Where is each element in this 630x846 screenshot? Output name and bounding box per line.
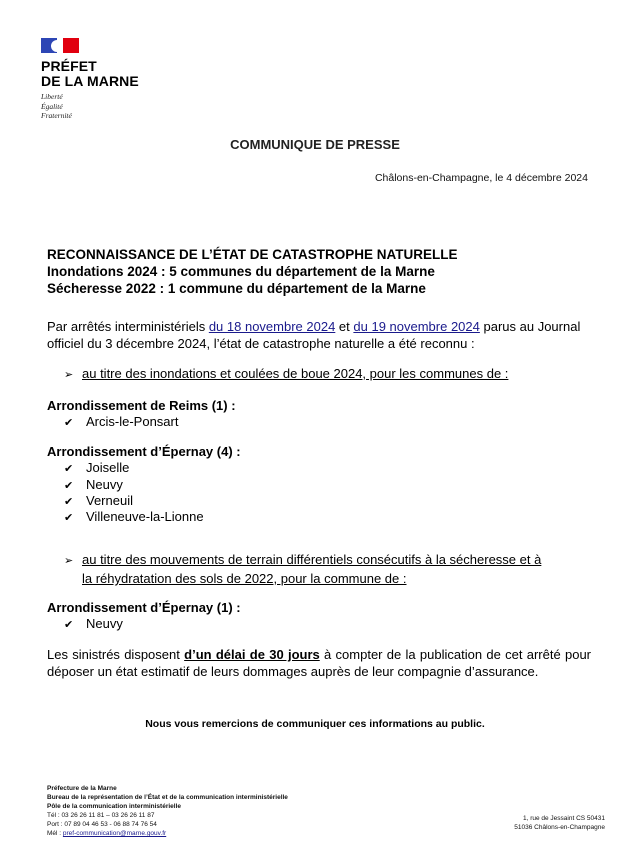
- closing-suffix: à compter de la publication de cet arrêté pour déposer un état estimatif de leurs dommages auprès de leur compagnie d’assurance.: [47, 647, 591, 679]
- prefecture-logo-title: [41, 59, 139, 89]
- intro-paragraph: [47, 318, 592, 352]
- section-drought-text-line2: la réhydratation des sols de 2022, pour la commune de :: [82, 571, 407, 586]
- footer-address-line1: 1, rue de Jessaint CS 50431: [522, 815, 605, 822]
- commune-name: Joiselle: [86, 460, 130, 475]
- headline-line3: Sécheresse 2022 : 1 commune du département de la Marne: [47, 281, 426, 296]
- check-icon: ✔: [64, 619, 74, 631]
- footer-bureau: Bureau de la représentation de l’État et de la communication interministérielle: [47, 794, 288, 801]
- commune-name: Verneuil: [86, 493, 133, 508]
- footer-address: [514, 814, 605, 832]
- footer-mail-label: Mél :: [47, 830, 63, 837]
- arrondissement-epernay-drought-heading: Arrondissement d’Épernay (1) :: [47, 600, 241, 615]
- arrow-bullet-icon: ➢: [64, 369, 74, 381]
- check-icon: ✔: [64, 417, 74, 429]
- arrondissement-epernay-heading: Arrondissement d’Épernay (4) :: [47, 444, 241, 459]
- commune-item: [64, 615, 123, 634]
- intro-middle: et: [335, 319, 354, 334]
- closing-paragraph: [47, 646, 591, 680]
- section-floods-text: au titre des inondations et coulées de boue 2024, pour les communes de :: [82, 366, 509, 381]
- intro-suffix: parus au Journal officiel du 3 décembre 2024, l’état de catastrophe naturelle a été reconnu :: [47, 319, 581, 351]
- document-type-title: COMMUNIQUE DE PRESSE: [230, 137, 400, 152]
- footer-contact: [47, 784, 288, 838]
- place-date: Châlons-en-Champagne, le 4 décembre 2024: [374, 172, 588, 184]
- republic-motto: [41, 92, 72, 121]
- arrete-link-18-november[interactable]: du 18 novembre 2024: [208, 319, 336, 334]
- thanks-note: Nous vous remercions de communiquer ces informations au public.: [145, 718, 485, 730]
- footer-org: Préfecture de la Marne: [47, 785, 117, 792]
- commune-name: Neuvy: [86, 477, 123, 492]
- commune-item: [64, 508, 204, 527]
- headline-line1: RECONNAISSANCE DE L’ÉTAT DE CATASTROPHE NATURELLE: [47, 247, 458, 262]
- marianne-profile: [51, 40, 63, 52]
- commune-name: Neuvy: [86, 616, 123, 631]
- check-icon: ✔: [64, 512, 74, 524]
- flag-red-band: [63, 38, 79, 53]
- footer-pole: Pôle de la communication interministérielle: [47, 803, 182, 810]
- footer-tel: Tél : 03 26 26 11 81 – 03 26 26 11 87: [47, 812, 155, 819]
- arrete-link-19-november[interactable]: du 19 novembre 2024: [353, 319, 480, 334]
- intro-prefix: Par arrêtés interministériels: [47, 319, 209, 334]
- section-drought-text-line1: au titre des mouvements de terrain différentiels consécutifs à la sécheresse et à: [82, 552, 542, 567]
- check-icon: ✔: [64, 480, 74, 492]
- check-icon: ✔: [64, 496, 74, 508]
- closing-prefix: Les sinistrés disposent: [47, 647, 185, 662]
- commune-name: Arcis-le-Ponsart: [86, 414, 179, 429]
- headline-line2: Inondations 2024 : 5 communes du département de la Marne: [47, 264, 435, 279]
- commune-name: Villeneuve-la-Lionne: [86, 509, 204, 524]
- check-icon: ✔: [64, 463, 74, 475]
- footer-port: Port : 07 89 04 46 53 - 06 88 74 76 54: [47, 821, 157, 828]
- section-drought-title: [64, 551, 594, 587]
- footer-mail: [47, 829, 288, 838]
- arrow-bullet-icon: ➢: [64, 555, 74, 567]
- closing-deadline: d’un délai de 30 jours: [184, 647, 320, 662]
- footer-address-line2: 51036 Châlons-en-Champagne: [514, 824, 605, 831]
- headline: [47, 246, 458, 297]
- commune-item: [64, 413, 178, 432]
- motto-egalite: Égalité: [41, 101, 63, 111]
- marianne-flag-icon: [41, 38, 79, 53]
- motto-fraternite: Fraternité: [41, 111, 72, 120]
- section-floods-title: [64, 365, 508, 384]
- motto-liberte: Liberté: [41, 92, 63, 101]
- logo-title-line2: DE LA MARNE: [41, 73, 139, 89]
- footer-email-link[interactable]: pref-communication@marne.gouv.fr: [62, 830, 167, 837]
- logo-title-line1: PRÉFET: [41, 58, 97, 74]
- arrondissement-reims-heading: Arrondissement de Reims (1) :: [47, 398, 236, 413]
